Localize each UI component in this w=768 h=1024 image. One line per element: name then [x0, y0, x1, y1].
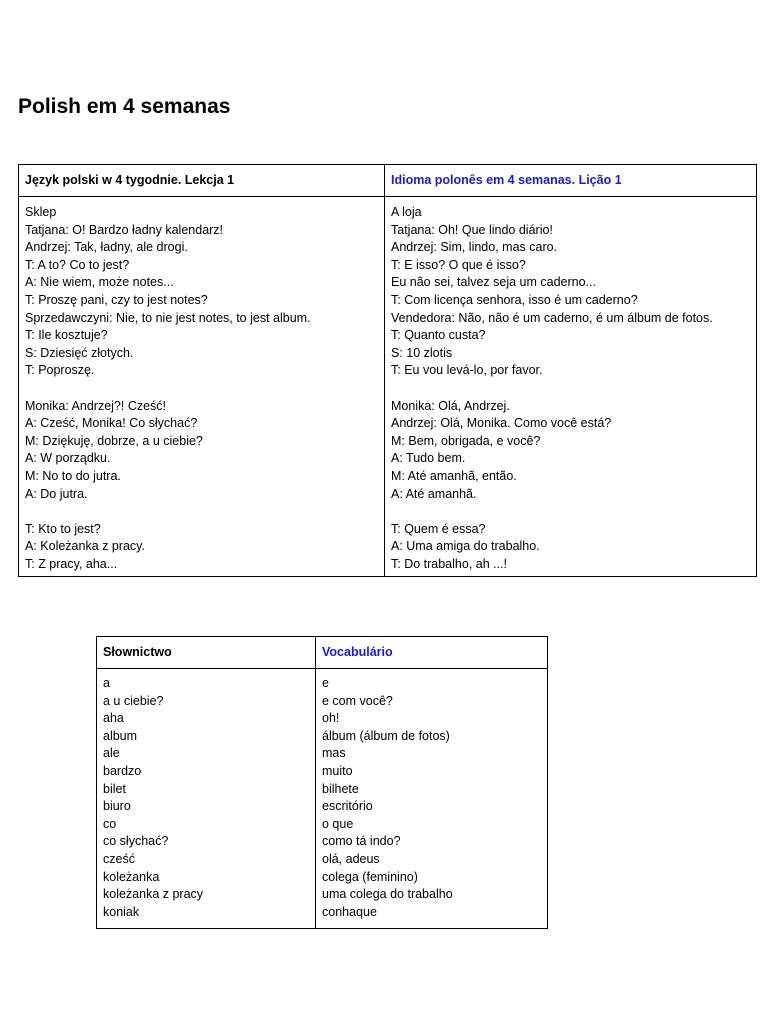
dialogue-portuguese-header: Idioma polonês em 4 semanas. Lição 1: [385, 165, 757, 197]
dialogue-line-portuguese: T: Quem é essa?: [391, 521, 486, 536]
dialogue-table: [18, 164, 757, 577]
vocab-word-portuguese: conhaque: [322, 904, 377, 919]
vocab-word-polish: album: [103, 728, 138, 743]
vocab-word-portuguese: oh!: [322, 711, 340, 726]
vocab-word-portuguese: colega (feminino): [322, 869, 418, 884]
dialogue-line-portuguese: Vendedora: Não, não é um caderno, é um álbum de fotos.: [391, 310, 713, 325]
dialogue-line-polish: Andrzej: Tak, ładny, ale drogi.: [25, 240, 188, 255]
vocab-word-portuguese: como tá indo?: [322, 834, 401, 849]
dialogue-line-portuguese: Andrzej: Sim, lindo, mas caro.: [391, 240, 558, 255]
vocabulary-header-row: [97, 637, 548, 669]
vocabulary-table: [96, 636, 548, 929]
vocab-word-polish: koniak: [103, 904, 140, 919]
vocabulary-portuguese-header: Vocabulário: [316, 637, 548, 669]
dialogue-line-polish: M: Dziękuję, dobrze, a u ciebie?: [25, 433, 203, 448]
dialogue-line-polish: T: Kto to jest?: [25, 521, 101, 536]
vocab-word-polish: a u ciebie?: [103, 693, 164, 708]
paragraph-gap: [391, 503, 750, 521]
vocab-word-portuguese: bilhete: [322, 781, 359, 796]
vocab-word-portuguese: muito: [322, 763, 353, 778]
dialogue-line-portuguese: M: Bem, obrigada, e você?: [391, 433, 541, 448]
dialogue-line-polish: M: No to do jutra.: [25, 468, 121, 483]
vocab-word-portuguese: mas: [322, 746, 346, 761]
dialogue-portuguese-text: [385, 197, 757, 577]
dialogue-line-portuguese: A loja: [391, 205, 422, 219]
dialogue-line-portuguese: T: Do trabalho, ah ...!: [391, 556, 508, 571]
dialogue-line-polish: T: Z pracy, aha...: [25, 556, 118, 571]
dialogue-line-polish: A: Koleżanka z pracy.: [25, 539, 145, 554]
dialogue-header-row: [19, 165, 757, 197]
dialogue-polish-header: Język polski w 4 tygodnie. Lekcja 1: [19, 165, 385, 197]
vocab-word-polish: bardzo: [103, 763, 142, 778]
dialogue-line-portuguese: Andrzej: Olá, Monika. Como você está?: [391, 416, 612, 431]
dialogue-line-polish: A: Nie wiem, może notes...: [25, 275, 174, 290]
dialogue-polish-text: [19, 197, 385, 577]
vocab-word-portuguese: e: [322, 676, 329, 690]
dialogue-line-polish: A: Cześć, Monika! Co słychać?: [25, 416, 198, 431]
vocab-word-portuguese: olá, adeus: [322, 851, 380, 866]
dialogue-line-polish: Tatjana: O! Bardzo ładny kalendarz!: [25, 222, 224, 237]
vocabulary-portuguese-words: [316, 669, 548, 929]
vocab-word-portuguese: uma colega do trabalho: [322, 887, 453, 902]
dialogue-line-portuguese: S: 10 zlotis: [391, 345, 453, 360]
dialogue-line-portuguese: Eu não sei, talvez seja um caderno...: [391, 275, 596, 290]
dialogue-line-portuguese: Monika: Olá, Andrzej.: [391, 398, 510, 413]
dialogue-line-portuguese: T: E isso? O que é isso?: [391, 257, 526, 272]
vocab-word-polish: biuro: [103, 799, 131, 814]
dialogue-line-polish: T: Ile kosztuje?: [25, 328, 108, 343]
dialogue-line-polish: T: A to? Co to jest?: [25, 257, 130, 272]
paragraph-gap: [25, 503, 378, 521]
dialogue-line-portuguese: T: Eu vou levá-lo, por favor.: [391, 363, 543, 378]
vocab-word-polish: co słychać?: [103, 834, 169, 849]
vocab-word-polish: koleżanka z pracy: [103, 887, 204, 902]
dialogue-line-polish: Sprzedawczyni: Nie, to nie jest notes, to jest album.: [25, 310, 311, 325]
dialogue-line-polish: A: W porządku.: [25, 451, 111, 466]
dialogue-line-portuguese: A: Tudo bem.: [391, 451, 466, 466]
vocab-word-polish: co: [103, 816, 117, 831]
vocab-word-portuguese: e com você?: [322, 693, 393, 708]
vocab-word-polish: bilet: [103, 781, 126, 796]
dialogue-line-polish: S: Dziesięć złotych.: [25, 345, 134, 360]
vocab-word-polish: cześć: [103, 851, 135, 866]
vocab-word-portuguese: álbum (álbum de fotos): [322, 728, 450, 743]
vocab-word-polish: aha: [103, 711, 124, 726]
dialogue-line-polish: A: Do jutra.: [25, 486, 88, 501]
vocab-word-portuguese: escritório: [322, 799, 373, 814]
dialogue-line-portuguese: T: Quanto custa?: [391, 328, 486, 343]
vocab-word-portuguese: o que: [322, 816, 354, 831]
dialogue-line-portuguese: A: Até amanhã.: [391, 486, 477, 501]
dialogue-body-row: [19, 197, 757, 577]
vocab-word-polish: ale: [103, 746, 120, 761]
vocab-word-polish: koleżanka: [103, 869, 160, 884]
dialogue-line-polish: T: Proszę pani, czy to jest notes?: [25, 292, 208, 307]
dialogue-line-polish: Monika: Andrzej?! Cześć!: [25, 398, 167, 413]
dialogue-line-portuguese: T: Com licença senhora, isso é um caderno?: [391, 292, 638, 307]
vocab-word-polish: a: [103, 676, 110, 690]
dialogue-line-portuguese: Tatjana: Oh! Que lindo diário!: [391, 222, 553, 237]
vocabulary-body-row: [97, 669, 548, 929]
dialogue-line-portuguese: M: Até amanhã, então.: [391, 468, 517, 483]
dialogue-line-portuguese: A: Uma amiga do trabalho.: [391, 539, 540, 554]
dialogue-line-polish: T: Poproszę.: [25, 363, 95, 378]
vocabulary-polish-header: Słownictwo: [97, 637, 316, 669]
paragraph-gap: [25, 380, 378, 398]
page-title: Polish em 4 semanas: [18, 95, 231, 118]
vocabulary-polish-words: [97, 669, 316, 929]
paragraph-gap: [391, 380, 750, 398]
dialogue-line-polish: Sklep: [25, 205, 57, 219]
